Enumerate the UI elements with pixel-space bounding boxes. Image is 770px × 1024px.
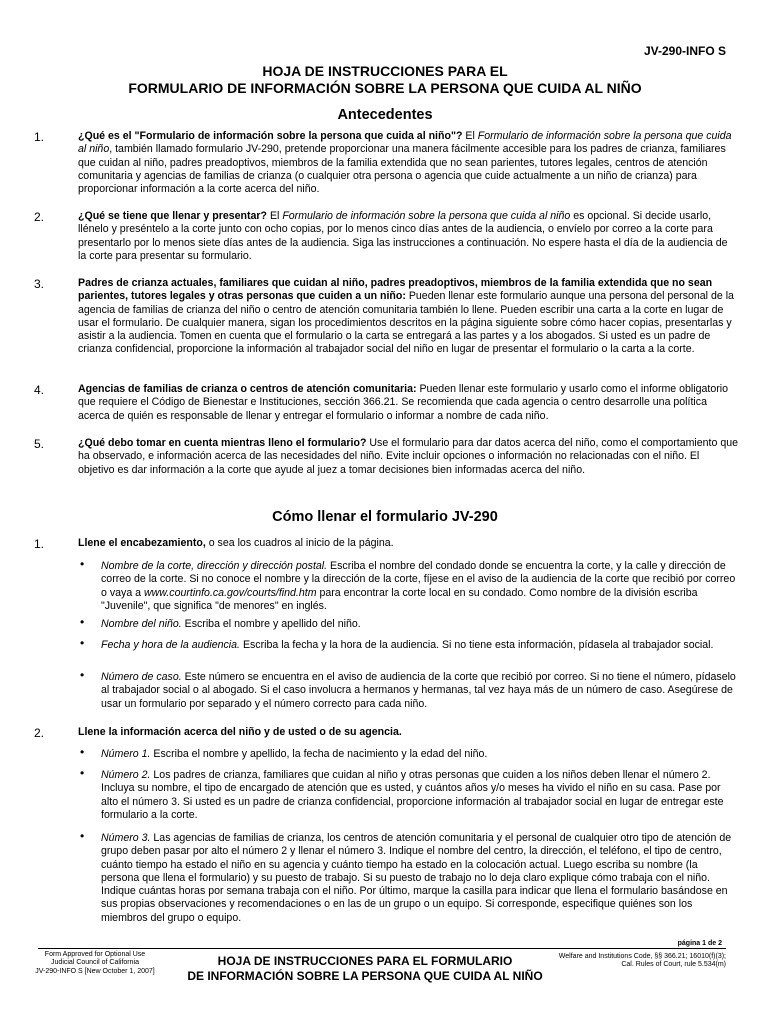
item-text: es opcional. Si decide usarlo, llénelo y preséntelo a la corte junto con ocho copias, por lo menos cinco días antes de la audiencia, o envíelo por correo a la corte para presentarlo por lo menos siete días antes de la audiencia. Siga las instrucciones a continuación. No espere hasta el día de la audiencia de la corte para presentar su formulario. — [78, 210, 728, 262]
bullet-label: Número 2. — [101, 769, 151, 781]
section-heading-how-to-fill: Cómo llenar el formulario JV-290 — [272, 509, 498, 525]
background-item-5 — [78, 437, 738, 477]
bullet-item — [101, 769, 738, 822]
bullet-item — [101, 748, 738, 761]
item-form-name: Formulario de información sobre la persona que cuida al niño — [78, 130, 732, 156]
bullet-item — [101, 618, 738, 631]
bullet-icon: • — [80, 615, 85, 629]
item-text: Pueden llenar este formulario aunque una persona del personal de la agencia de familias de crianza del niño o centro de atención comunitaria también lo llene. Pueden escribir una carta a la corte en lugar de usar el formulario. De cualquier manera, sigan los procedimientos descritos en la página siguiente sobre cómo hacer copias, presentarlas y asistir a la audiencia. Tomen en cuenta que el formulario o la carta se entregará a las partes y a los abogados. Si usted es un padre de crianza confidencial, proporcione la información al trabajador social del niño en lugar de presentar el formulario o la carta a la corte. — [78, 290, 734, 356]
item-question: ¿Qué es el "Formulario de información sobre la persona que cuida al niño"? — [78, 130, 463, 142]
bullet-text: Escriba el nombre del condado donde se encuentra la corte, y la calle y dirección de correo de la corte. Si no conoce el nombre y la dirección de la corte, fíjese en el aviso de la audiencia de la corte que recibió por correo o vaya a — [101, 560, 736, 599]
item-question: Agencias de familias de crianza o centros de atención comunitaria: — [78, 383, 417, 395]
bullet-label: Fecha y hora de la audiencia. — [101, 639, 240, 651]
item-text: Pueden llenar este formulario y usarlo como el informe obligatorio que requiere el Código de Bienestar e Instituciones, sección 366.21. Se recomienda que cada agencia o centro desarrolle una política acerca de quién es responsable de llenar y entregar el formulario o informar a nombre de cada niño. — [78, 383, 729, 422]
bullet-text: para encontrar la corte local en su condado. Como nombre de la división escriba "Juvenile", que significa "de menores" en inglés. — [101, 586, 698, 612]
item-text: El — [462, 130, 478, 142]
background-item-1 — [78, 130, 738, 196]
item-text: , también llamado formulario JV-290, pretende proporcionar una manera fácilmente accesible para los padres de crianza, familiares que cuidan al niño, padres preadoptivos, miembros de la familia extendida que no sean parientes, tutores legales, centros de atención comunitaria y agencias de familias de crianza (o cualquier otra persona o agencia que cuide actualmente a un niño de crianza) para proporcionar información a la corte acerca del niño. — [78, 143, 726, 196]
step-text: o sea los cuadros al inicio de la página. — [205, 537, 394, 549]
background-item-3 — [78, 277, 738, 357]
background-item-4 — [78, 383, 738, 423]
footer-left-line-2: Judicial Council of California — [51, 959, 139, 967]
step-2 — [78, 726, 738, 739]
bullet-text: Escriba el nombre y apellido, la fecha de nacimiento y la edad del niño. — [150, 748, 488, 760]
item-question: ¿Qué se tiene que llenar y presentar? — [78, 210, 267, 222]
bullet-icon: • — [80, 668, 85, 682]
item-text: Use el formulario para dar datos acerca del niño, como el comportamiento que ha observado, e información acerca de las necesidades del niño. Evite incluir opciones o información no relacionadas con el niño. El objetivo es dar información a la corte que ayude al juez a tomar decisiones bien informadas acerca del niño. — [78, 437, 738, 476]
item-number: 2. — [34, 210, 45, 224]
bullet-label: Número 1. — [101, 748, 151, 760]
bullet-icon: • — [80, 636, 85, 650]
item-number: 3. — [34, 277, 45, 291]
footer-title-line-2: DE INFORMACIÓN SOBRE LA PERSONA QUE CUIDA AL NIÑO — [187, 969, 543, 983]
section-heading-background: Antecedentes — [337, 107, 433, 123]
bullet-label: Nombre de la corte, dirección y dirección postal. — [101, 560, 328, 572]
background-item-2 — [78, 210, 738, 263]
step-title: Llene el encabezamiento, — [78, 537, 206, 549]
step-title: Llene la información acerca del niño y de usted o de su agencia. — [78, 726, 402, 738]
item-question: Padres de crianza actuales, familiares que cuidan al niño, padres preadoptivos, miembros de la familia extendida que no sean parientes, tutores legales y otras personas que cuiden a un niño: — [78, 277, 713, 303]
footer-divider — [38, 948, 726, 949]
bullet-label: Número de caso. — [101, 671, 182, 683]
bullet-text: Las agencias de familias de crianza, los centros de atención comunitaria y el personal de cualquier otro tipo de atención de grupo deben pasar por alto el número 2 y llenar el número 3. Indique el nombre del centro, la dirección, el teléfono, el tipo de centro, cuánto tiempo ha estado el niño en su agencia y cuánto tiempo ha estado en la colocación actual. Luego escriba su nombre (la persona que llena el formulario) y su puesto de trabajo. Si su puesto de trabajo no lo deja claro explique cómo trabaja con el niño. Indique cuántas horas por semana trabaja con el niño. Por último, marque la casilla para indicar que llena el formulario basándose en sus propias observaciones y recomendaciones o en las de un grupo o un equipo. Si corresponde, especifique quiénes son los miembros del grupo o equipo. — [101, 832, 732, 924]
bullet-label: Número 3. — [101, 832, 151, 844]
item-question: ¿Qué debo tomar en cuenta mientras lleno el formulario? — [78, 437, 367, 449]
footer-right-line-2: Cal. Rules of Court, rule 5.534(m) — [621, 961, 726, 969]
bullet-icon: • — [80, 745, 85, 759]
footer-right-line-1: Welfare and Institutions Code, §§ 366.21; 16010(f)(3); — [558, 953, 726, 960]
step-number: 1. — [34, 537, 45, 551]
footer-left-line-3: JV-290-INFO S [New October 1, 2007] — [35, 967, 155, 975]
title-line-1: HOJA DE INSTRUCCIONES PARA EL — [262, 63, 508, 79]
footer-title — [170, 954, 560, 984]
bullet-item — [101, 671, 738, 711]
bullet-text: Los padres de crianza, familiares que cuidan al niño y otras personas que cuiden a los niños deben llenar el número 2. Incluya su nombre, el tipo de encargado de atención que es usted, y cuántos años y/o meses ha vivido el niño en su casa. Pase por alto el número 3. Si usted es un padre de crianza confidencial, proporcione información al trabajador social en lugar de entregar este formulario a la corte. — [101, 769, 724, 821]
item-number: 5. — [34, 437, 45, 451]
item-form-name: Formulario de información sobre la persona que cuida al niño — [282, 210, 571, 222]
bullet-label: Nombre del niño. — [101, 618, 182, 630]
bullet-item — [101, 560, 738, 613]
title-line-2: FORMULARIO DE INFORMACIÓN SOBRE LA PERSONA QUE CUIDA AL NIÑO — [128, 80, 642, 96]
footer-title-line-1: HOJA DE INSTRUCCIONES PARA EL FORMULARIO — [217, 954, 513, 968]
footer-left-line-1: Form Approved for Optional Use — [44, 951, 146, 958]
footer-form-approval — [20, 951, 170, 976]
bullet-icon: • — [80, 766, 85, 780]
bullet-icon: • — [80, 829, 85, 843]
step-1 — [78, 537, 738, 550]
page-title — [0, 63, 770, 97]
bullet-url: www.courtinfo.ca.gov/courts/find.htm — [144, 586, 317, 599]
item-number: 4. — [34, 383, 45, 397]
bullet-text: Escriba la fecha y la hora de la audiencia. Si no tiene esta información, pídasela al trabajador social. — [240, 639, 714, 651]
step-number: 2. — [34, 726, 45, 740]
bullet-text: Este número se encuentra en el aviso de audiencia de la corte que recibió por correo. Si no tiene el número, pídaselo al trabajador social o al abogado. Si el caso involucra a hermanos y hermanas, tal vez haya más de un número de caso. Asegúrese de usar un formulario por separado y el número correcto para cada niño. — [101, 671, 736, 710]
form-id: JV-290-INFO S — [643, 44, 726, 58]
bullet-text: Escriba el nombre y apellido del niño. — [181, 618, 361, 630]
item-number: 1. — [34, 130, 45, 144]
bullet-item — [101, 639, 738, 652]
footer-legal-citation — [526, 953, 726, 970]
page-number: página 1 de 2 — [677, 940, 722, 947]
item-text: El — [267, 210, 283, 222]
bullet-icon: • — [80, 557, 85, 571]
bullet-item — [101, 832, 738, 925]
